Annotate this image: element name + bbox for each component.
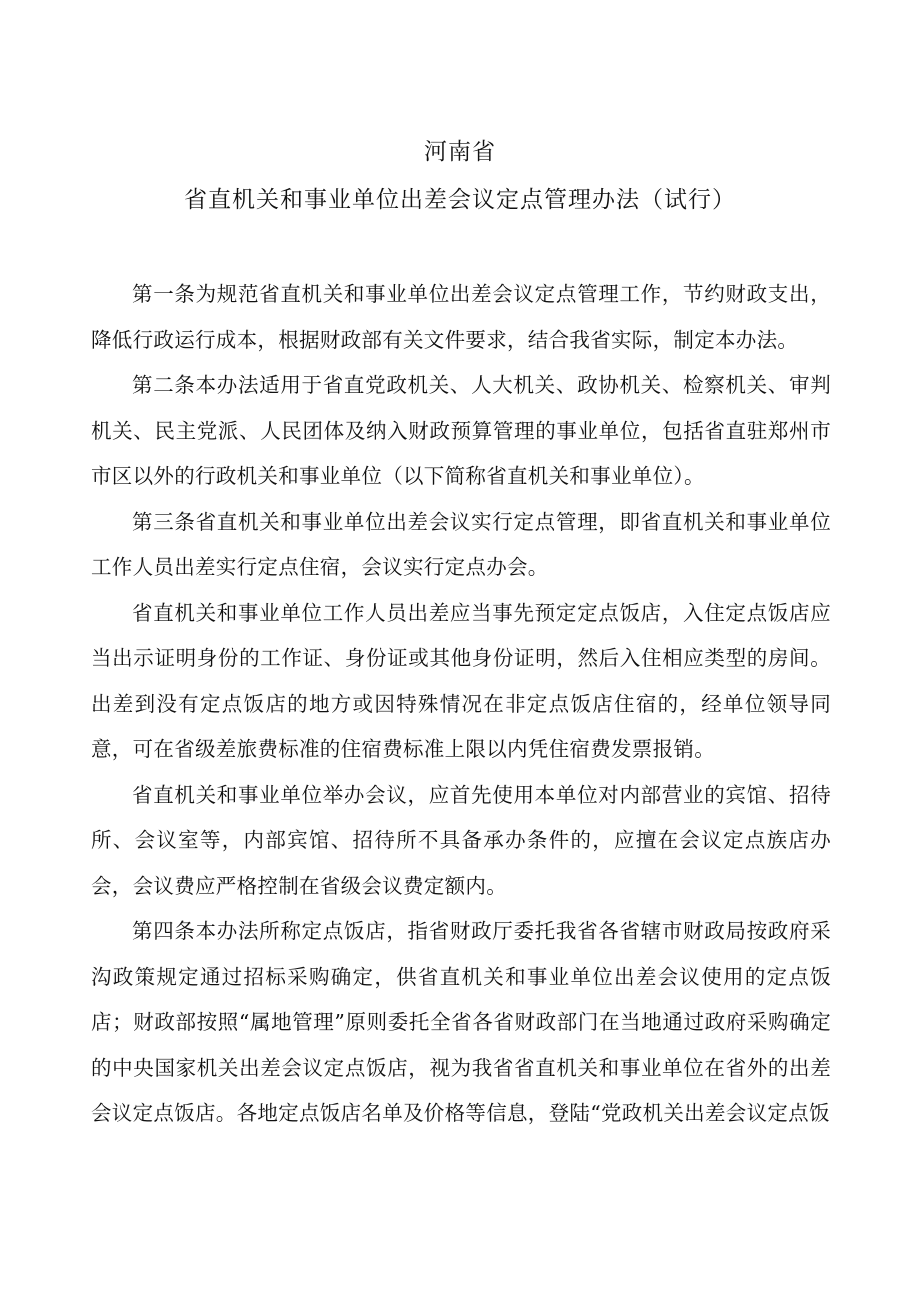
document-title: 省直机关和事业单位出差会议定点管理办法（试行） bbox=[184, 187, 736, 213]
document-title-region: 河南省 bbox=[424, 139, 496, 165]
paragraph-meetings: 省直机关和事业单位举办会议，应首先使用本单位对内部营业的宾馆、招待所、会议室等，内部宾馆、招待所不具备承办条件的，应擅在会议定点族店办会，会议费应严格控制在省级会议费定额内。 bbox=[91, 782, 831, 898]
paragraph-article-1: 第一条为规范省直机关和事业单位出差会议定点管理工作，节约财政支出，降低行政运行成本，根据财政部有关文件要求，结合我省实际，制定本办法。 bbox=[91, 282, 831, 352]
paragraph-article-3: 第三条省直机关和事业单位出差会议实行定点管理，即省直机关和事业单位工作人员出差实行定点住宿，会议实行定点办会。 bbox=[91, 509, 831, 579]
paragraph-travel-lodging: 省直机关和事业单位工作人员出差应当事先预定定点饭店，入住定点饭店应当出示证明身份的工作证、身份证或其他身份证明，然后入住相应类型的房间。出差到没有定点饭店的地方或因特殊情况在非定点饭店住宿的，经单位领导同意，可在省级差旅费标准的住宿费标准上限以内凭住宿费发票报销。 bbox=[91, 600, 831, 761]
paragraph-article-2: 第二条本办法适用于省直党政机关、人大机关、政协机关、检察机关、审判机关、民主党派、人民团体及纳入财政预算管理的事业单位，包括省直驻郑州市市区以外的行政机关和事业单位（以下简称省直机关和事业单位）。 bbox=[91, 373, 831, 488]
paragraph-article-4: 第四条本办法所称定点饭店，指省财政厅委托我省各省辖市财政局按政府采沟政策规定通过招标采购确定，供省直机关和事业单位出差会议使用的定点饭店；财政部按照“属地管理”原则委托全省各省财政部门在当地通过政府采购确定的中央国家机关出差会议定点饭店，视为我省省直机关和事业单位在省外的出差会议定点饭店。各地定点饭店名单及价格等信息，登陆“党政机关出差会议定点饭 bbox=[91, 919, 831, 1125]
document-body bbox=[91, 272, 831, 1137]
